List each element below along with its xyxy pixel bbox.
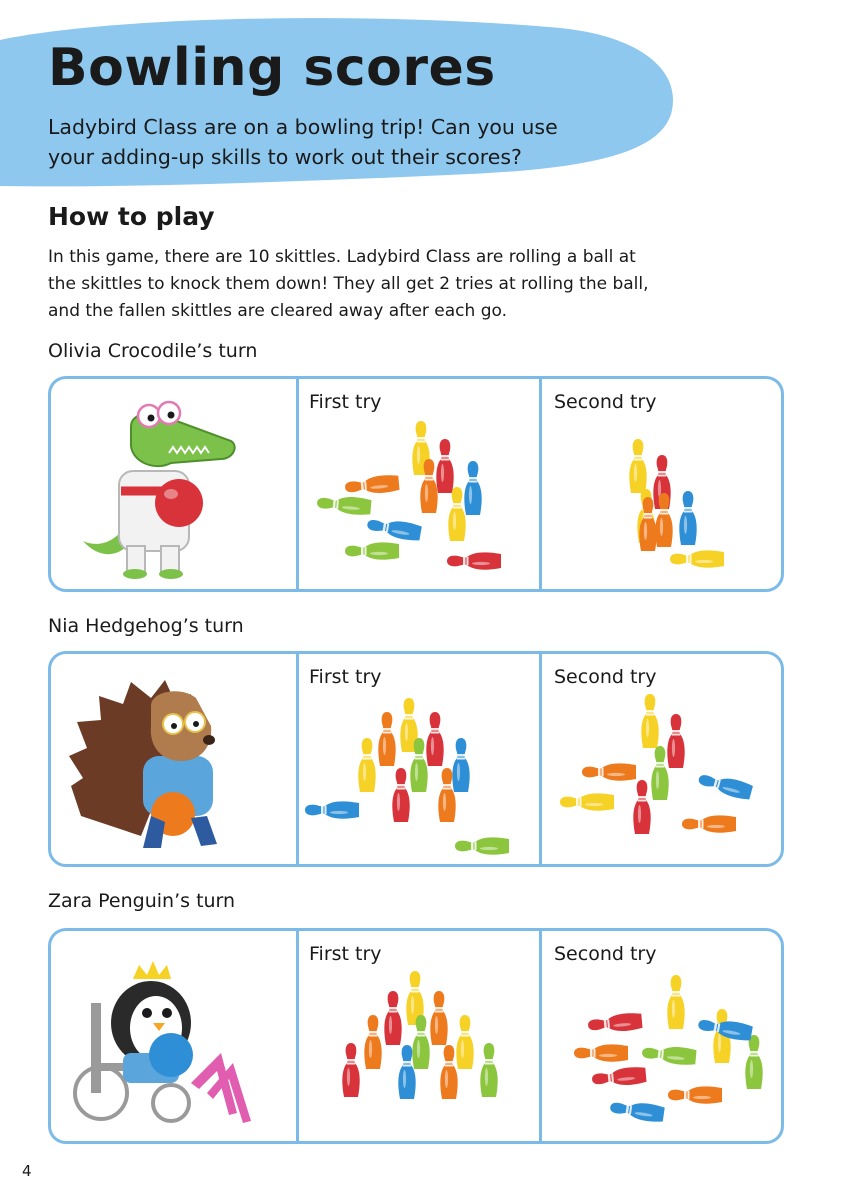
skittle-fallen xyxy=(697,770,754,801)
skittle-standing xyxy=(430,991,447,1045)
panel-divider xyxy=(539,379,542,589)
turn-label-nia: Nia Hedgehog’s turn xyxy=(48,615,244,637)
skittles-second-try-nia xyxy=(546,674,776,864)
panel-divider xyxy=(296,931,299,1141)
page-title: Bowling scores xyxy=(48,38,496,98)
skittle-standing xyxy=(436,439,453,493)
skittles-first-try-nia xyxy=(303,674,533,864)
panel-divider xyxy=(296,654,299,864)
skittle-standing xyxy=(456,1015,473,1069)
skittles-second-try-olivia xyxy=(546,399,776,589)
skittle-standing xyxy=(651,746,668,800)
skittle-standing xyxy=(384,991,401,1045)
turn-panel-zara xyxy=(48,928,784,1144)
skittle-fallen xyxy=(316,494,371,516)
skittles-first-try-olivia xyxy=(303,399,533,589)
skittle-standing xyxy=(452,738,469,792)
second-try-label: Second try xyxy=(554,666,657,688)
skittle-standing xyxy=(629,439,646,493)
hedgehog-illustration xyxy=(61,666,281,856)
skittle-fallen xyxy=(582,763,636,780)
skittle-fallen xyxy=(641,1044,696,1066)
skittles-first-try-zara xyxy=(303,951,533,1141)
skittle-standing xyxy=(440,1045,457,1099)
skittle-fallen xyxy=(609,1099,665,1124)
skittle-standing xyxy=(358,738,375,792)
turn-panel-olivia xyxy=(48,376,784,592)
skittle-fallen xyxy=(345,542,399,559)
skittle-fallen xyxy=(305,801,359,818)
skittle-fallen xyxy=(447,552,501,569)
skittle-standing xyxy=(480,1043,497,1097)
first-try-label: First try xyxy=(309,391,382,413)
skittle-fallen xyxy=(670,550,724,567)
panel-divider xyxy=(539,654,542,864)
skittle-fallen xyxy=(591,1066,646,1088)
skittle-standing xyxy=(679,491,696,545)
first-try-label: First try xyxy=(309,943,382,965)
skittle-standing xyxy=(426,712,443,766)
skittle-standing xyxy=(641,694,658,748)
skittle-fallen xyxy=(344,474,399,496)
page-number: 4 xyxy=(22,1162,32,1180)
skittle-standing xyxy=(667,714,684,768)
skittle-standing xyxy=(378,712,395,766)
skittles-second-try-zara xyxy=(546,951,776,1141)
panel-divider xyxy=(539,931,542,1141)
turn-label-zara: Zara Penguin’s turn xyxy=(48,890,236,912)
skittle-standing xyxy=(464,461,481,515)
first-try-label: First try xyxy=(309,666,382,688)
skittle-fallen xyxy=(682,815,736,832)
how-to-play-text: In this game, there are 10 skittles. Ladybird Class are rolling a ball at the skittles to knock them down! They all get 2 tries at rolling the ball, and the fallen skittles are cleared away after each go. xyxy=(48,247,649,321)
skittle-standing xyxy=(745,1035,762,1089)
penguin-illustration xyxy=(61,943,281,1133)
skittle-standing xyxy=(392,768,409,822)
skittle-standing xyxy=(448,487,465,541)
skittle-standing xyxy=(667,975,684,1029)
turn-panel-nia xyxy=(48,651,784,867)
second-try-label: Second try xyxy=(554,943,657,965)
second-try-label: Second try xyxy=(554,391,657,413)
skittle-standing xyxy=(342,1043,359,1097)
skittle-standing xyxy=(633,780,650,834)
how-to-play-heading: How to play xyxy=(48,202,215,231)
skittle-fallen xyxy=(668,1086,722,1103)
panel-divider xyxy=(296,379,299,589)
skittle-fallen xyxy=(587,1012,642,1034)
skittle-fallen xyxy=(366,516,422,542)
skittle-standing xyxy=(364,1015,381,1069)
skittle-fallen xyxy=(560,793,614,810)
turn-label-olivia: Olivia Crocodile’s turn xyxy=(48,340,258,362)
skittle-fallen xyxy=(574,1044,628,1061)
skittle-fallen xyxy=(455,837,509,854)
intro-text: Ladybird Class are on a bowling trip! Can you use your adding-up skills to work out their scores? xyxy=(48,115,558,169)
crocodile-illustration xyxy=(61,391,281,581)
